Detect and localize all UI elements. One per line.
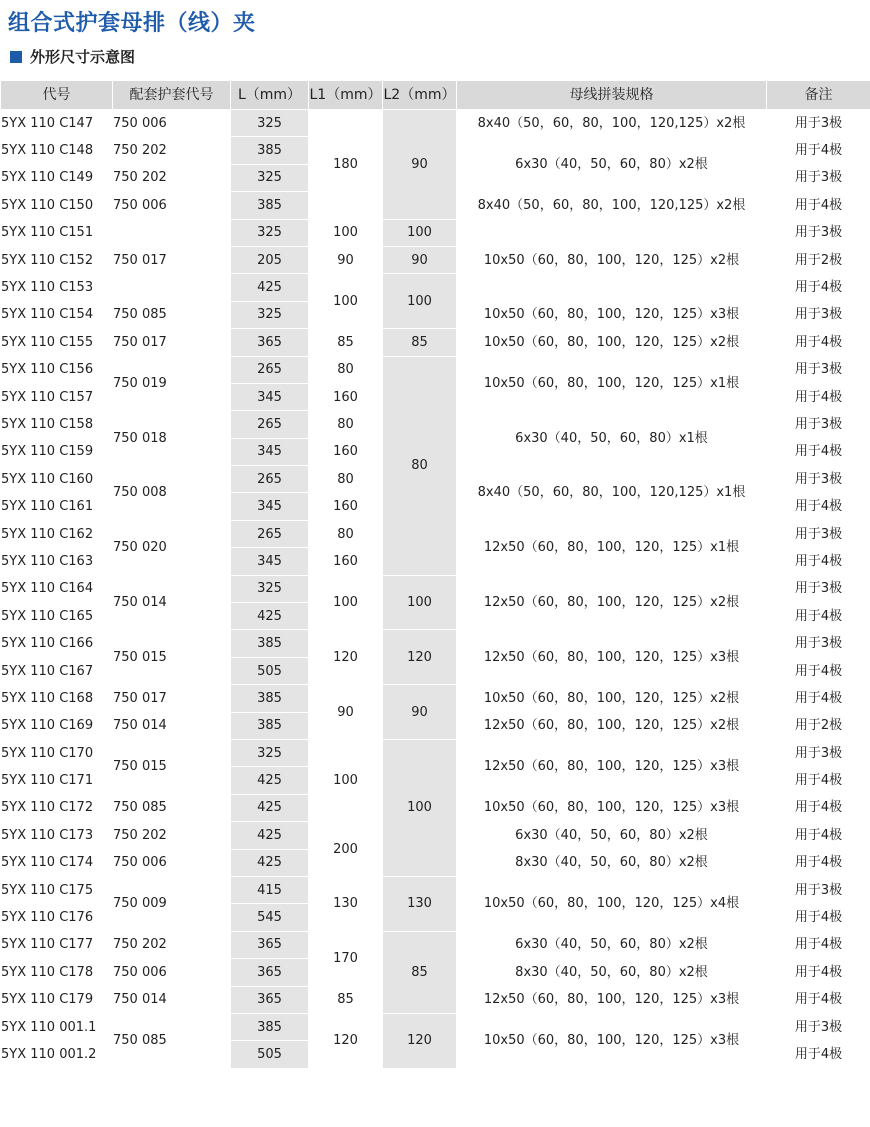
sleeve-cell: 750 014 [113,986,231,1013]
note-cell: 用于4极 [767,603,870,630]
code-cell: 5YX 110 C158 [1,411,113,438]
code-cell: 5YX 110 C165 [1,603,113,630]
code-cell: 5YX 110 C164 [1,575,113,602]
L-cell: 325 [231,739,309,766]
code-cell: 5YX 110 C151 [1,219,113,246]
L-cell: 265 [231,466,309,493]
note-cell: 用于4极 [767,986,870,1013]
note-cell: 用于4极 [767,794,870,821]
L-cell: 385 [231,685,309,712]
code-cell: 5YX 110 C179 [1,986,113,1013]
note-cell: 用于4极 [767,657,870,684]
code-cell: 5YX 110 C154 [1,301,113,328]
note-cell: 用于3极 [767,466,870,493]
note-cell: 用于3极 [767,411,870,438]
table-row [1,110,870,137]
L1-cell: 170 [309,931,383,986]
L-cell: 425 [231,794,309,821]
spec-cell: 12x50（60，80，100，120，125）x3根 [457,986,767,1013]
code-cell: 5YX 110 C177 [1,931,113,958]
L1-cell: 200 [309,822,383,877]
L1-cell: 85 [309,329,383,356]
spec-cell: 10x50（60，80，100，120，125）x3根 [457,301,767,328]
sleeve-cell: 750 202 [113,822,231,849]
spec-cell: 10x50（60，80，100，120，125）x3根 [457,1013,767,1068]
note-cell: 用于4极 [767,383,870,410]
spec-cell: 10x50（60，80，100，120，125）x1根 [457,356,767,411]
L1-cell: 160 [309,438,383,465]
code-cell: 5YX 110 C170 [1,739,113,766]
header-sleeve: 配套护套代号 [113,81,231,110]
sleeve-cell: 750 202 [113,931,231,958]
L1-cell: 100 [309,219,383,246]
L-cell: 325 [231,575,309,602]
header-L1: L1（mm） [309,81,383,110]
sleeve-cell: 750 006 [113,110,231,137]
L1-cell: 85 [309,986,383,1013]
table-row [1,876,870,903]
spec-cell: 6x30（40，50，60，80）x1根 [457,411,767,466]
sleeve-cell: 750 085 [113,301,231,328]
L-cell: 265 [231,520,309,547]
spec-cell: 10x50（60，80，100，120，125）x2根 [457,685,767,712]
spec-cell: 12x50（60，80，100，120，125）x1根 [457,520,767,575]
sleeve-cell: 750 017 [113,685,231,712]
note-cell: 用于3极 [767,876,870,903]
sleeve-cell: 750 085 [113,1013,231,1068]
note-cell: 用于3极 [767,219,870,246]
L-cell: 345 [231,493,309,520]
table-row [1,931,870,958]
code-cell: 5YX 110 C152 [1,246,113,273]
sleeve-cell: 750 202 [113,137,231,164]
note-cell: 用于4极 [767,685,870,712]
L1-cell: 120 [309,630,383,685]
code-cell: 5YX 110 C171 [1,767,113,794]
L-cell: 425 [231,767,309,794]
L-cell: 345 [231,383,309,410]
code-cell: 5YX 110 C148 [1,137,113,164]
sleeve-cell: 750 014 [113,712,231,739]
L2-cell: 100 [383,274,457,329]
L2-cell: 100 [383,219,457,246]
note-cell: 用于2极 [767,246,870,273]
code-cell: 5YX 110 C159 [1,438,113,465]
spec-cell: 12x50（60，80，100，120，125）x3根 [457,739,767,794]
spec-cell: 8x30（40，50，60，80）x2根 [457,959,767,986]
section-heading [10,46,135,67]
code-cell: 5YX 110 C167 [1,657,113,684]
table-row [1,630,870,657]
L-cell: 545 [231,904,309,931]
L1-cell: 90 [309,246,383,273]
spec-cell: 6x30（40，50，60，80）x2根 [457,137,767,192]
code-cell: 5YX 110 001.2 [1,1041,113,1068]
code-cell: 5YX 110 C168 [1,685,113,712]
table-row [1,575,870,602]
sleeve-cell: 750 020 [113,520,231,575]
note-cell: 用于4极 [767,931,870,958]
L2-cell: 90 [383,685,457,740]
note-cell: 用于4极 [767,959,870,986]
sleeve-cell: 750 017 [113,219,231,301]
L1-cell: 160 [309,493,383,520]
code-cell: 5YX 110 C150 [1,192,113,219]
L-cell: 505 [231,657,309,684]
L-cell: 385 [231,137,309,164]
sleeve-cell: 750 009 [113,876,231,931]
L-cell: 365 [231,931,309,958]
note-cell: 用于3极 [767,630,870,657]
L1-cell: 120 [309,1013,383,1068]
sleeve-cell: 750 018 [113,411,231,466]
code-cell: 5YX 110 C160 [1,466,113,493]
sleeve-cell: 750 017 [113,329,231,356]
note-cell: 用于4极 [767,192,870,219]
L2-cell: 85 [383,931,457,1013]
L-cell: 365 [231,329,309,356]
header-L: L（mm） [231,81,309,110]
section-title: 外形尺寸示意图 [30,48,136,66]
note-cell: 用于4极 [767,438,870,465]
L-cell: 325 [231,219,309,246]
note-cell: 用于4极 [767,1041,870,1068]
spec-cell: 8x40（50，60，80，100，120,125）x1根 [457,466,767,521]
header-note: 备注 [767,81,870,110]
L2-cell: 120 [383,630,457,685]
L-cell: 385 [231,192,309,219]
L1-cell: 80 [309,466,383,493]
sleeve-cell: 750 015 [113,630,231,685]
code-cell: 5YX 110 C175 [1,876,113,903]
table-row [1,219,870,246]
note-cell: 用于3极 [767,164,870,191]
spec-cell: 10x50（60，80，100，120，125）x2根 [457,219,767,301]
code-cell: 5YX 110 C147 [1,110,113,137]
note-cell: 用于3极 [767,575,870,602]
code-cell: 5YX 110 C176 [1,904,113,931]
page-title: 组合式护套母排（线）夹 [8,11,256,36]
table-row [1,739,870,766]
L-cell: 425 [231,603,309,630]
L-cell: 385 [231,630,309,657]
spec-cell: 10x50（60，80，100，120，125）x4根 [457,876,767,931]
note-cell: 用于3极 [767,520,870,547]
L1-cell: 90 [309,685,383,740]
L2-cell: 100 [383,739,457,876]
sleeve-cell: 750 006 [113,192,231,219]
L2-cell: 80 [383,356,457,575]
code-cell: 5YX 110 C169 [1,712,113,739]
code-cell: 5YX 110 C153 [1,274,113,301]
code-cell: 5YX 110 C149 [1,164,113,191]
L-cell: 425 [231,822,309,849]
L2-cell: 90 [383,110,457,220]
sleeve-cell: 750 015 [113,739,231,794]
sleeve-cell: 750 008 [113,466,231,521]
note-cell: 用于4极 [767,822,870,849]
L2-cell: 100 [383,575,457,630]
L1-cell: 100 [309,739,383,821]
L1-cell: 80 [309,520,383,547]
note-cell: 用于4极 [767,137,870,164]
sleeve-cell: 750 085 [113,794,231,821]
code-cell: 5YX 110 C157 [1,383,113,410]
section-marker-icon [10,51,22,63]
sleeve-cell: 750 014 [113,575,231,630]
code-cell: 5YX 110 001.1 [1,1013,113,1040]
code-cell: 5YX 110 C178 [1,959,113,986]
spec-cell: 12x50（60，80，100，120，125）x3根 [457,630,767,685]
L1-cell: 160 [309,548,383,575]
L-cell: 325 [231,110,309,137]
L1-cell: 130 [309,876,383,931]
table-row [1,1013,870,1040]
note-cell: 用于4极 [767,849,870,876]
spec-cell: 12x50（60，80，100，120，125）x2根 [457,712,767,739]
L-cell: 505 [231,1041,309,1068]
L-cell: 415 [231,876,309,903]
L1-cell: 80 [309,356,383,383]
L-cell: 345 [231,548,309,575]
code-cell: 5YX 110 C174 [1,849,113,876]
L-cell: 385 [231,712,309,739]
table-row [1,329,870,356]
table-header-row [1,81,870,110]
code-cell: 5YX 110 C162 [1,520,113,547]
L1-cell: 180 [309,110,383,220]
spec-cell: 6x30（40，50，60，80）x2根 [457,822,767,849]
note-cell: 用于4极 [767,767,870,794]
header-spec: 母线拼装规格 [457,81,767,110]
code-cell: 5YX 110 C155 [1,329,113,356]
note-cell: 用于4极 [767,329,870,356]
note-cell: 用于3极 [767,739,870,766]
L-cell: 265 [231,356,309,383]
L-cell: 325 [231,301,309,328]
L-cell: 205 [231,246,309,273]
spec-cell: 12x50（60，80，100，120，125）x2根 [457,575,767,630]
table-row [1,685,870,712]
spec-cell: 10x50（60，80，100，120，125）x2根 [457,329,767,356]
table-row [1,356,870,383]
L1-cell: 100 [309,575,383,630]
L-cell: 365 [231,986,309,1013]
code-cell: 5YX 110 C172 [1,794,113,821]
spec-cell: 8x40（50，60，80，100，120,125）x2根 [457,110,767,137]
code-cell: 5YX 110 C161 [1,493,113,520]
sleeve-cell: 750 019 [113,356,231,411]
note-cell: 用于3极 [767,1013,870,1040]
L-cell: 325 [231,164,309,191]
L-cell: 265 [231,411,309,438]
note-cell: 用于2极 [767,712,870,739]
spec-table [0,80,870,1069]
L2-cell: 90 [383,246,457,273]
code-cell: 5YX 110 C163 [1,548,113,575]
L2-cell: 130 [383,876,457,931]
note-cell: 用于4极 [767,904,870,931]
sleeve-cell: 750 202 [113,164,231,191]
header-code: 代号 [1,81,113,110]
L-cell: 345 [231,438,309,465]
note-cell: 用于3极 [767,110,870,137]
L-cell: 425 [231,849,309,876]
L1-cell: 100 [309,274,383,329]
spec-cell: 10x50（60，80，100，120，125）x3根 [457,794,767,821]
code-cell: 5YX 110 C166 [1,630,113,657]
L-cell: 385 [231,1013,309,1040]
L1-cell: 160 [309,383,383,410]
note-cell: 用于4极 [767,493,870,520]
note-cell: 用于4极 [767,548,870,575]
header-L2: L2（mm） [383,81,457,110]
L2-cell: 120 [383,1013,457,1068]
note-cell: 用于3极 [767,301,870,328]
L-cell: 425 [231,274,309,301]
sleeve-cell: 750 006 [113,959,231,986]
sleeve-cell: 750 006 [113,849,231,876]
spec-cell: 8x40（50，60，80，100，120,125）x2根 [457,192,767,219]
L2-cell: 85 [383,329,457,356]
note-cell: 用于3极 [767,356,870,383]
spec-cell: 8x30（40，50，60，80）x2根 [457,849,767,876]
spec-cell: 6x30（40，50，60，80）x2根 [457,931,767,958]
code-cell: 5YX 110 C173 [1,822,113,849]
note-cell: 用于4极 [767,274,870,301]
L-cell: 365 [231,959,309,986]
L1-cell: 80 [309,411,383,438]
code-cell: 5YX 110 C156 [1,356,113,383]
